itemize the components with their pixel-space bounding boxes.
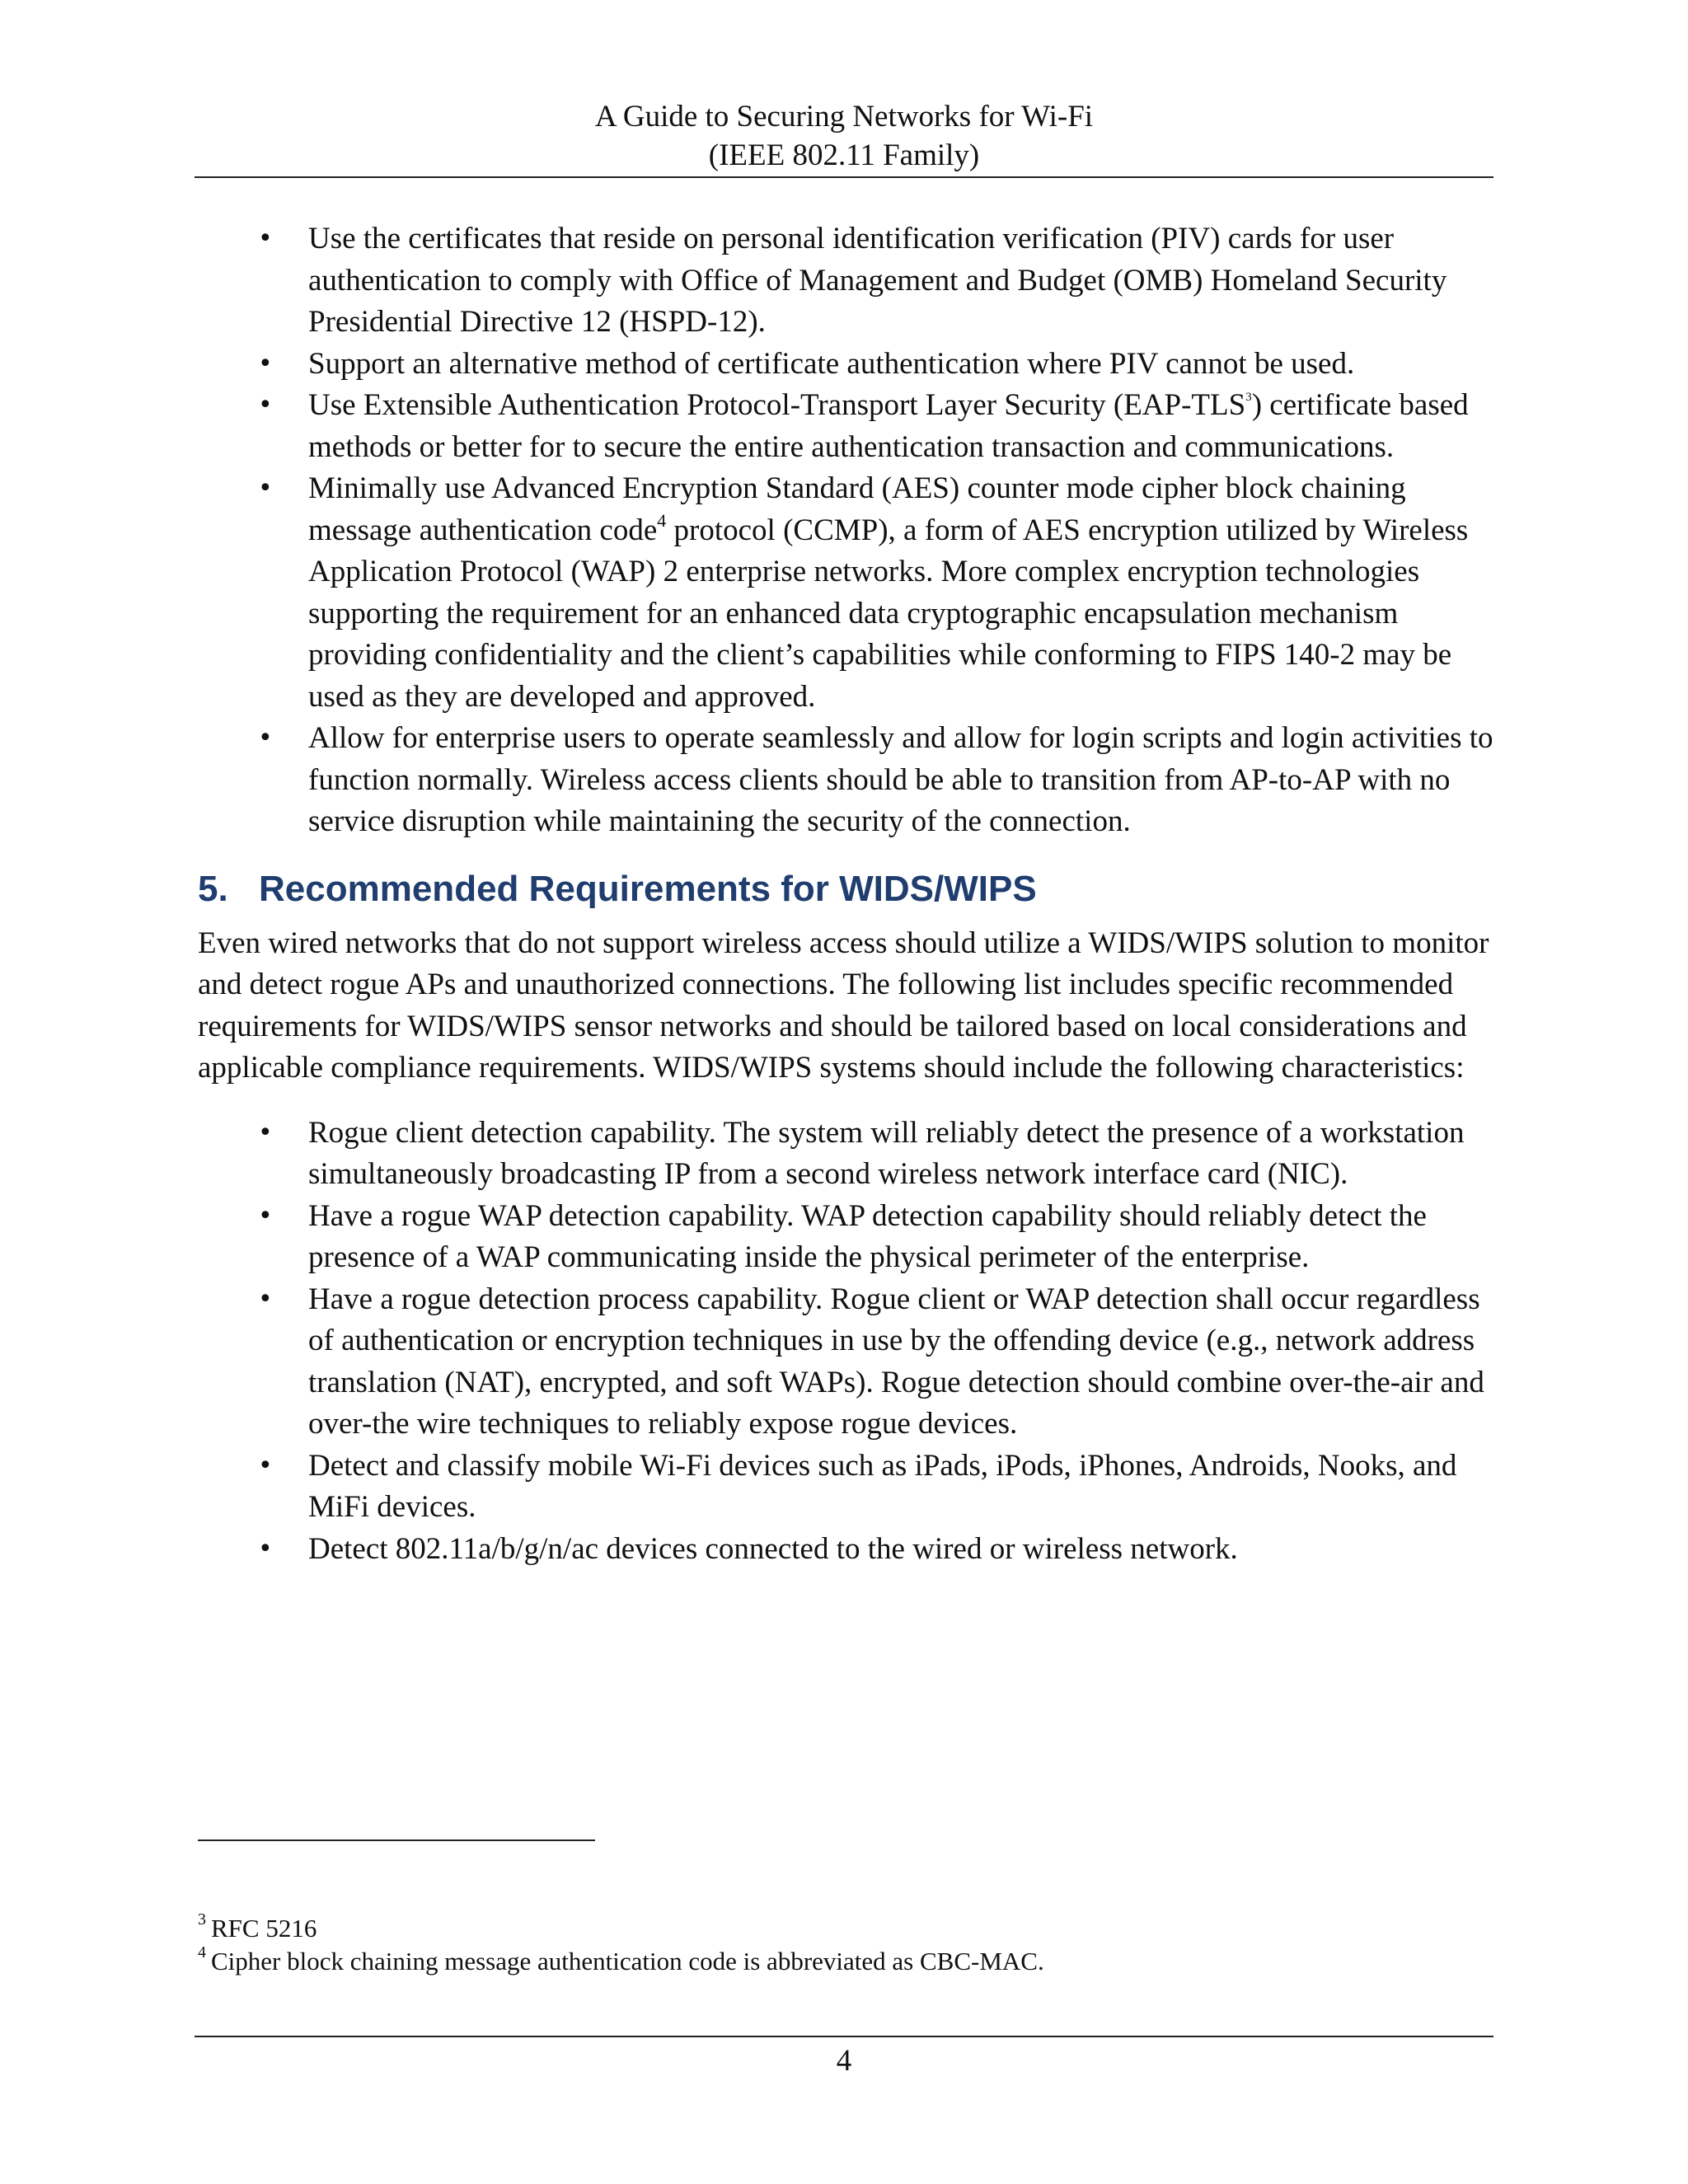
list-item [198, 1196, 1500, 1279]
list-item-text: ) certificate based methods or better for to secure the entire authentication transaction and communications. [308, 388, 1469, 464]
footnote-text: RFC 5216 [211, 1914, 317, 1943]
list-item [198, 218, 1500, 344]
section-paragraph: Even wired networks that do not support wireless access should utilize a WIDS/WIPS solution to monitor and detect rogue APs and unauthorized connections. The following list includes specific recommended requirements for WIDS/WIPS sensor networks and should be tailored based on local considerations and applicable compliance requirements. WIDS/WIPS systems should include the following characteristics: [198, 926, 1489, 1085]
bullet-icon: • [258, 1284, 273, 1314]
section-title: Recommended Requirements for WIDS/WIPS [259, 868, 1037, 909]
footnote-ref-3[interactable]: 3 [1245, 390, 1252, 404]
bullet-icon: • [258, 1201, 273, 1230]
footnote-text: Cipher block chaining message authentication code is abbreviated as CBC-MAC. [211, 1947, 1044, 1975]
footnote-3 [198, 1912, 1500, 1945]
footnote-divider [198, 1840, 595, 1841]
header-title: A Guide to Securing Networks for Wi-Fi [594, 100, 1094, 134]
list-item-text: Support an alternative method of certificate authentication where PIV cannot be used. [308, 346, 1355, 381]
requirements-list [198, 218, 1500, 843]
footnote-number: 3 [198, 1910, 206, 1929]
list-item [198, 1113, 1500, 1196]
list-item [198, 468, 1500, 718]
page-number: 4 [836, 2044, 852, 2078]
list-item [198, 1446, 1500, 1529]
list-item-text: Detect and classify mobile Wi-Fi devices such as iPads, iPods, iPhones, Androids, Nooks, and MiFi devices. [308, 1448, 1457, 1524]
bullet-icon: • [258, 391, 273, 419]
running-header [195, 97, 1493, 175]
list-item [198, 344, 1500, 386]
list-item [198, 1529, 1500, 1571]
list-item-text: protocol (CCMP), a form of AES encryption utilized by Wireless Application Protocol (WAP) 2 enterprise networks. More complex encryption technologies supporting the requirement for an enhanced data cryptographic encapsulation mechanism providing confidentiality and the client’s capabilities while conforming to FIPS 140-2 may be used as they are developed and approved. [308, 513, 1469, 714]
list-item-text: Allow for enterprise users to operate seamlessly and allow for login scripts and login activities to function normally. Wireless access clients should be able to transition from AP-to-AP with no service disruption while maintaining the security of the connection. [308, 721, 1493, 838]
header-divider [195, 176, 1493, 178]
list-item-text: Detect 802.11a/b/g/n/ac devices connected to the wired or wireless network. [308, 1531, 1238, 1566]
main-content [198, 218, 1500, 1570]
bullet-icon: • [258, 224, 273, 253]
list-item-text: Rogue client detection capability. The system will reliably detect the presence of a workstation simultaneously broadcasting IP from a second wireless network interface card (NIC). [308, 1115, 1465, 1191]
footnote-4 [198, 1945, 1500, 1978]
bullet-icon: • [258, 1534, 273, 1563]
list-item-text: Use the certificates that reside on personal identification verification (PIV) cards for user authentication to comply with Office of Management and Budget (OMB) Homeland Security Presidential Directive 12 (HSPD-12). [308, 222, 1447, 339]
section-heading [198, 865, 1500, 913]
bullet-icon: • [258, 724, 273, 752]
bullet-icon: • [258, 349, 273, 378]
list-item [198, 385, 1500, 468]
list-item-text: Use Extensible Authentication Protocol-Transport Layer Security (EAP-TLS [308, 388, 1246, 422]
section-number: 5. [198, 868, 228, 909]
bullet-icon: • [258, 1118, 273, 1147]
footer-divider [195, 2036, 1493, 2037]
characteristics-list [198, 1113, 1500, 1571]
header-subtitle: (IEEE 802.11 Family) [708, 138, 980, 172]
footnote-number: 4 [198, 1943, 206, 1961]
list-item [198, 718, 1500, 843]
list-item-text: Minimally use Advanced Encryption Standard (AES) counter mode cipher block chaining message authentication code [308, 471, 1406, 547]
list-item-text: Have a rogue WAP detection capability. WAP detection capability should reliably detect the presence of a WAP communicating inside the physical perimeter of the enterprise. [308, 1198, 1427, 1274]
footnotes [198, 1912, 1500, 1978]
list-item-text: Have a rogue detection process capability. Rogue client or WAP detection shall occur regardless of authentication or encryption techniques in use by the offending device (e.g., network address translation (NAT), encrypted, and soft WAPs). Rogue detection should combine over-the-air and over-the wire techniques to reliably expose rogue devices. [308, 1282, 1484, 1441]
bullet-icon: • [258, 474, 273, 503]
bullet-icon: • [258, 1451, 273, 1480]
list-item [198, 1279, 1500, 1446]
footnote-ref-4[interactable]: 4 [657, 510, 667, 532]
